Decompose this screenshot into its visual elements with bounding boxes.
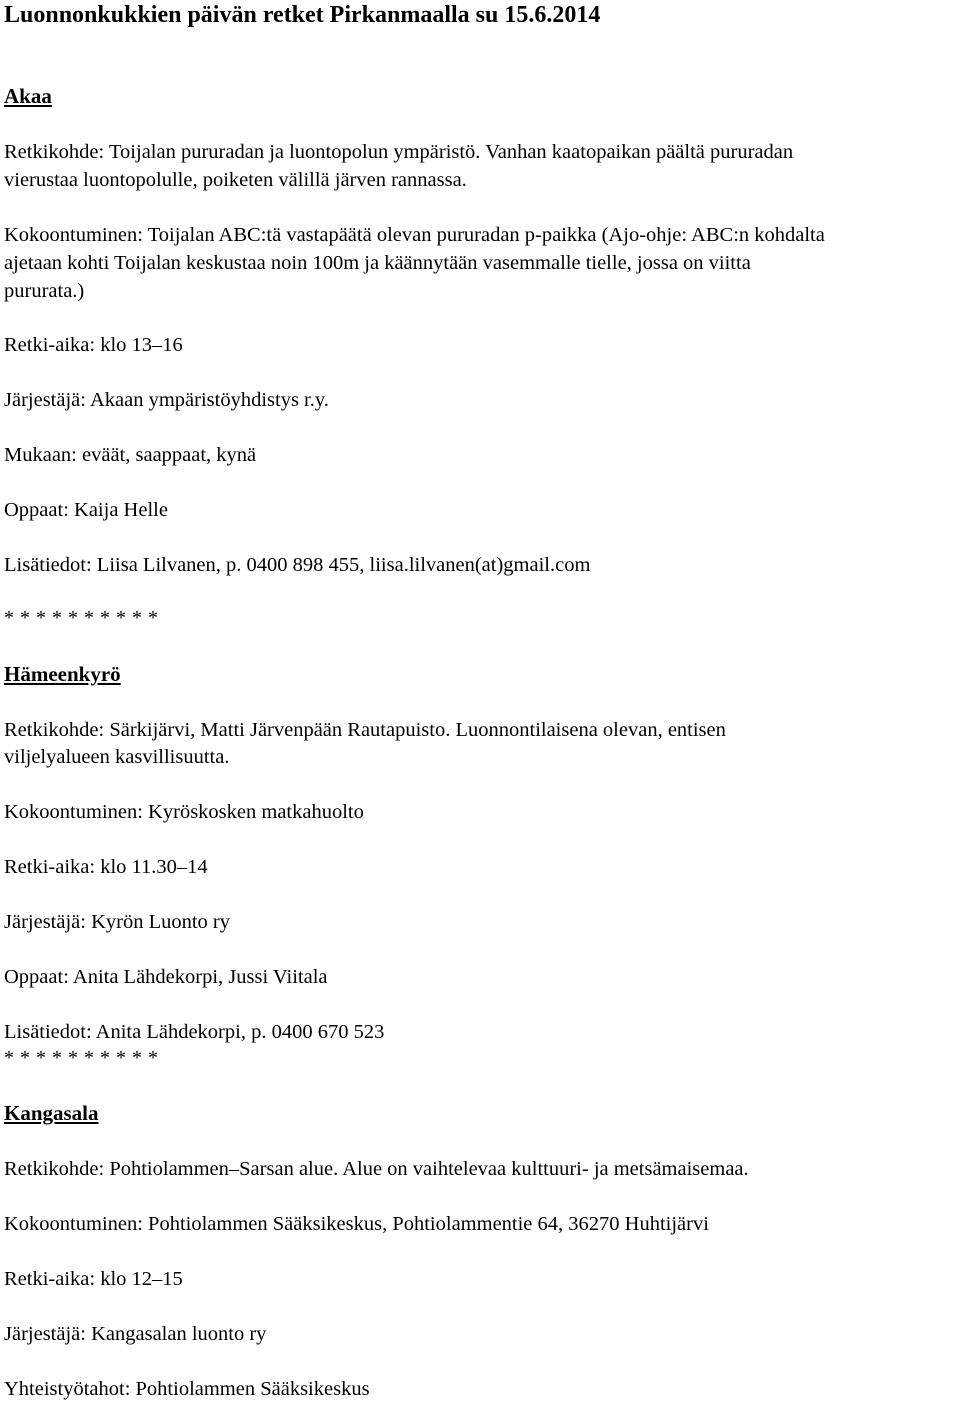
section-heading-kangasala: Kangasala [4, 1101, 99, 1125]
section-heading-akaa: Akaa [4, 84, 52, 108]
hameenkyro-lisatiedot: Lisätiedot: Anita Lähdekorpi, p. 0400 670 523 [4, 1021, 385, 1043]
hameenkyro-retkiaika: Retki-aika: klo 11.30–14 [4, 856, 208, 878]
section-separator: * * * * * * * * * * [4, 607, 159, 629]
document-title: Luonnonkukkien päivän retket Pirkanmaalla su 15.6.2014 [4, 2, 601, 28]
akaa-kokoontuminen-line1: Kokoontuminen: Toijalan ABC:tä vastapäätä olevan pururadan p-paikka (Ajo-ohje: ABC:n kohdalta [4, 224, 825, 246]
hameenkyro-jarjestaja: Järjestäjä: Kyrön Luonto ry [4, 911, 231, 933]
kangasala-yhteistyotahot: Yhteistyötahot: Pohtiolammen Sääksikeskus [4, 1378, 370, 1400]
akaa-oppaat: Oppaat: Kaija Helle [4, 499, 168, 521]
akaa-retkikohde-line1: Retkikohde: Toijalan pururadan ja luontopolun ympäristö. Vanhan kaatopaikan päältä pururadan [4, 141, 794, 163]
akaa-jarjestaja: Järjestäjä: Akaan ympäristöyhdistys r.y. [4, 389, 329, 411]
akaa-retkikohde-line2: vierustaa luontopolulle, poiketen välillä järven rannassa. [4, 169, 467, 191]
akaa-kokoontuminen-line3: pururata.) [4, 280, 85, 302]
akaa-mukaan: Mukaan: eväät, saappaat, kynä [4, 444, 257, 466]
kangasala-retkiaika: Retki-aika: klo 12–15 [4, 1268, 183, 1290]
akaa-lisatiedot: Lisätiedot: Liisa Lilvanen, p. 0400 898 455, liisa.lilvanen(at)gmail.com [4, 554, 591, 576]
section-heading-hameenkyro: Hämeenkyrö [4, 662, 121, 686]
akaa-retkiaika: Retki-aika: klo 13–16 [4, 334, 183, 356]
hameenkyro-retkikohde-line2: viljelyalueen kasvillisuutta. [4, 746, 230, 768]
hameenkyro-kokoontuminen: Kokoontuminen: Kyröskosken matkahuolto [4, 801, 364, 823]
hameenkyro-retkikohde-line1: Retkikohde: Särkijärvi, Matti Järvenpään Rautapuisto. Luonnontilaisena olevan, entisen [4, 719, 726, 741]
kangasala-kokoontuminen: Kokoontuminen: Pohtiolammen Sääksikeskus, Pohtiolammentie 64, 36270 Huhtijärvi [4, 1213, 709, 1235]
section-separator: * * * * * * * * * * [4, 1047, 159, 1069]
hameenkyro-oppaat: Oppaat: Anita Lähdekorpi, Jussi Viitala [4, 966, 328, 988]
kangasala-retkikohde: Retkikohde: Pohtiolammen–Sarsan alue. Alue on vaihtelevaa kulttuuri- ja metsämaisemaa. [4, 1158, 749, 1180]
kangasala-jarjestaja: Järjestäjä: Kangasalan luonto ry [4, 1323, 267, 1345]
akaa-kokoontuminen-line2: ajetaan kohti Toijalan keskustaa noin 100m ja käännytään vasemmalle tielle, jossa on viitta [4, 252, 751, 274]
